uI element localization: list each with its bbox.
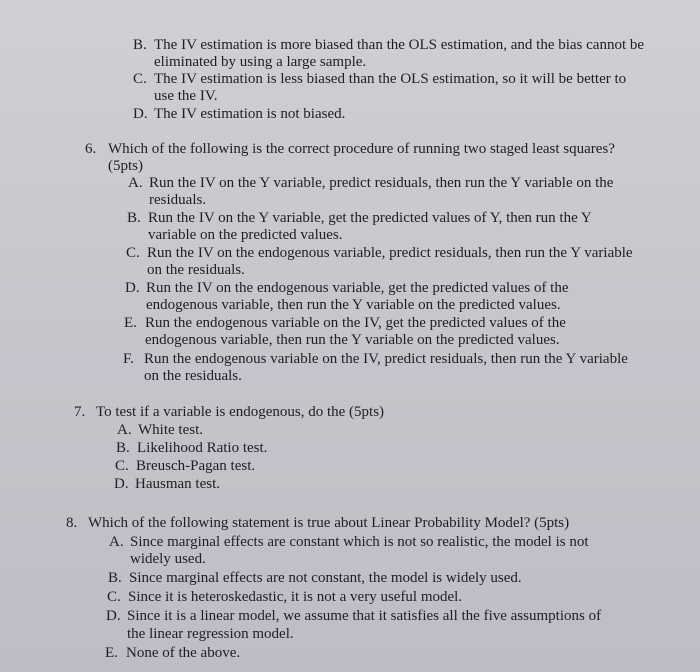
option-letter: B. xyxy=(133,37,147,53)
question-text: To test if a variable is endogenous, do the (5pts) xyxy=(96,404,385,420)
q8-option-b xyxy=(108,570,522,587)
question-number: 7. xyxy=(74,404,86,420)
option-text: Since marginal effects are constant which is not so realistic, the model is not xyxy=(130,534,589,550)
option-letter: A. xyxy=(117,422,132,438)
option-text: Hausman test. xyxy=(135,476,220,492)
option-text: Since it is heteroskedastic, it is not a very useful model. xyxy=(128,589,463,605)
q7-option-b xyxy=(116,440,267,457)
option-text: Run the endogenous variable on the IV, get the predicted values of the xyxy=(145,315,566,331)
q6-option-b-cont: variable on the predicted values. xyxy=(148,227,343,243)
option-letter: C. xyxy=(115,458,129,474)
option-letter: D. xyxy=(133,106,148,122)
option-letter: E. xyxy=(105,645,118,661)
q6-option-f-cont: on the residuals. xyxy=(144,368,242,384)
q8-option-c xyxy=(107,589,462,606)
option-letter: B. xyxy=(127,210,141,226)
q5-option-b xyxy=(133,37,644,54)
option-text: The IV estimation is more biased than the OLS estimation, and the bias cannot be xyxy=(154,37,645,53)
q8-option-e xyxy=(105,645,240,662)
q7-option-d xyxy=(114,476,220,493)
q6-option-d xyxy=(125,280,569,297)
option-letter: C. xyxy=(107,589,121,605)
option-text: Run the endogenous variable on the IV, predict residuals, then run the Y variable xyxy=(144,351,628,367)
option-letter: A. xyxy=(109,534,124,550)
option-text: Run the IV on the Y variable, get the predicted values of Y, then run the Y xyxy=(148,210,592,226)
q6-option-c-cont: on the residuals. xyxy=(147,262,245,278)
q6-option-e-cont: endogenous variable, then run the Y variable on the predicted values. xyxy=(145,332,560,348)
option-letter: B. xyxy=(108,570,122,586)
q5-option-d xyxy=(133,106,345,123)
question-number: 8. xyxy=(66,515,78,531)
q8-option-a xyxy=(109,534,589,551)
q6-points: (5pts) xyxy=(108,158,143,174)
option-text: Run the IV on the endogenous variable, predict residuals, then run the Y variable xyxy=(147,245,633,261)
option-text: Likelihood Ratio test. xyxy=(137,440,268,456)
q5-option-c-cont: use the IV. xyxy=(154,88,218,104)
option-text: Since marginal effects are not constant, the model is widely used. xyxy=(129,570,522,586)
option-text: Run the IV on the endogenous variable, get the predicted values of the xyxy=(146,280,569,296)
q6-stem xyxy=(85,141,615,158)
q5-option-c xyxy=(133,71,626,88)
option-text: Since it is a linear model, we assume that it satisfies all the five assumptions of xyxy=(127,608,602,624)
option-letter: D. xyxy=(114,476,129,492)
option-letter: E. xyxy=(124,315,137,331)
q6-option-a xyxy=(128,175,613,192)
option-letter: D. xyxy=(106,608,121,624)
question-text: Which of the following is the correct procedure of running two staged least squares? xyxy=(108,141,615,157)
q8-option-d xyxy=(106,608,601,625)
q7-option-a xyxy=(117,422,203,439)
option-text: None of the above. xyxy=(126,645,241,661)
q8-option-a-cont: widely used. xyxy=(130,551,206,567)
option-text: The IV estimation is less biased than the OLS estimation, so it will be better to xyxy=(154,71,627,87)
q6-option-c xyxy=(126,245,633,262)
q6-option-a-cont: residuals. xyxy=(149,192,207,208)
q8-option-d-cont: the linear regression model. xyxy=(127,626,294,642)
q7-option-c xyxy=(115,458,255,475)
question-text: Which of the following statement is true about Linear Probability Model? (5pts) xyxy=(88,515,570,531)
option-letter: C. xyxy=(133,71,147,87)
q5-option-b-cont: eliminated by using a large sample. xyxy=(154,54,367,70)
q6-option-d-cont: endogenous variable, then run the Y variable on the predicted values. xyxy=(146,297,561,313)
option-letter: C. xyxy=(126,245,140,261)
q6-option-b xyxy=(127,210,592,227)
q6-option-f xyxy=(123,351,628,368)
option-text: Run the IV on the Y variable, predict residuals, then run the Y variable on the xyxy=(149,175,614,191)
option-letter: F. xyxy=(123,351,134,367)
option-letter: D. xyxy=(125,280,140,296)
q6-option-e xyxy=(124,315,566,332)
option-letter: B. xyxy=(116,440,130,456)
q7-stem xyxy=(74,404,384,421)
question-number: 6. xyxy=(85,141,97,157)
q8-stem xyxy=(66,515,569,532)
option-text: Breusch-Pagan test. xyxy=(136,458,256,474)
option-letter: A. xyxy=(128,175,143,191)
option-text: The IV estimation is not biased. xyxy=(154,106,346,122)
option-text: White test. xyxy=(138,422,203,438)
